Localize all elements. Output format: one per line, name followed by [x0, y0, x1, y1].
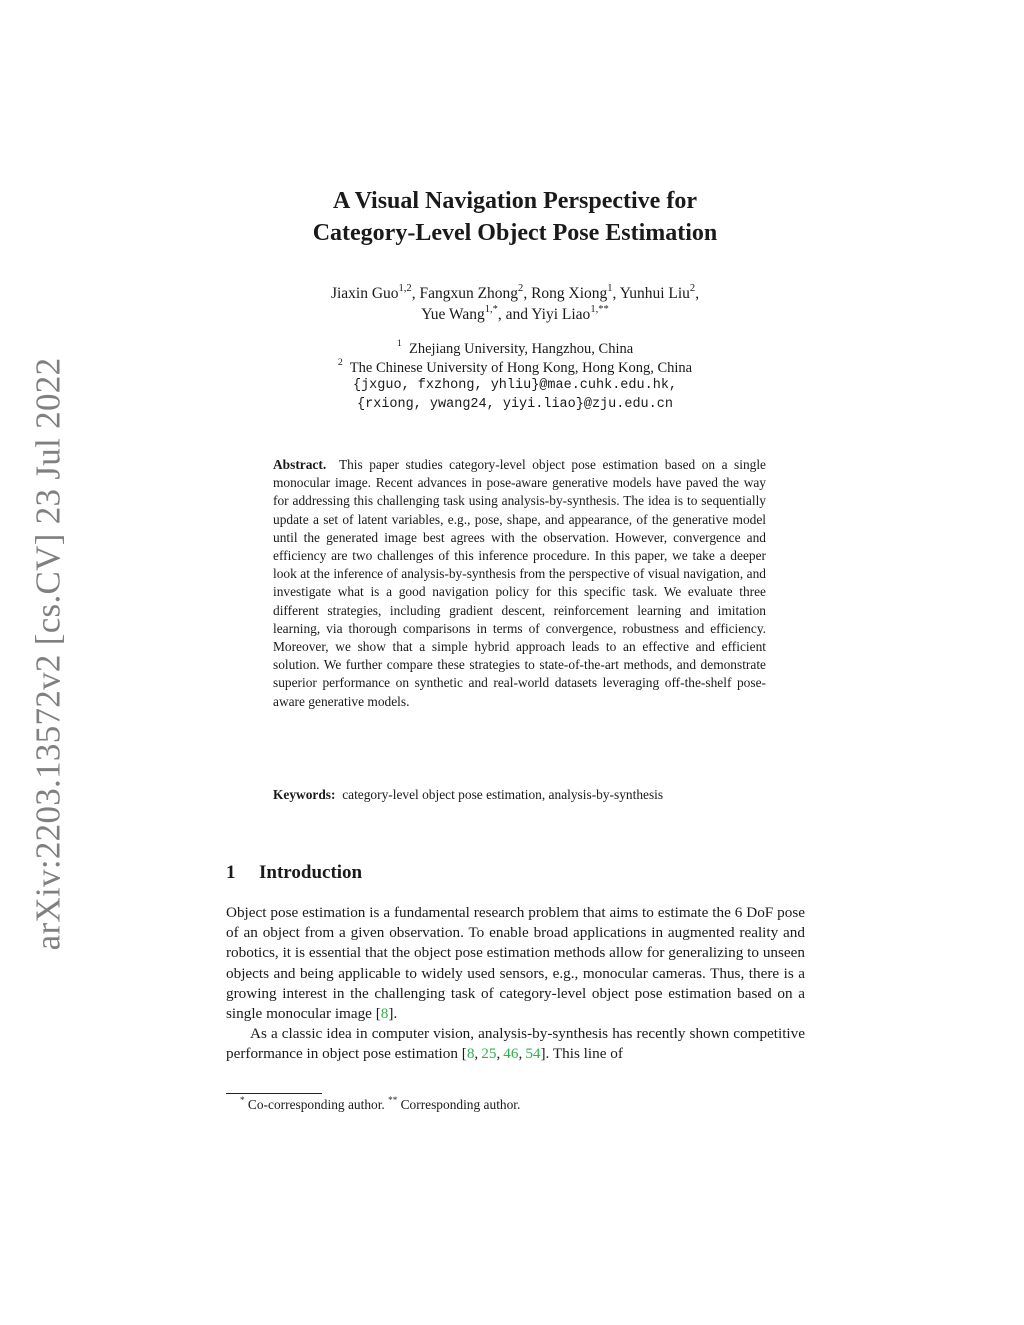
author-line-1: Jiaxin Guo$^{1,2}$, Fangxun Zhong$^2$, Rong Xiong$^1$, Yunhui Liu$^2$, [330, 282, 700, 302]
abstract-text: This paper studies category-level object pose estimation based on a single monocular image. Recent advances in pose-aware generative models have paved the way for addressing this challenging task using analysis-by-synthesis. The idea is to sequentially update a set of latent variables, e.g., pose, shape, and appearance, of the generative model until the generated image best agrees with the observation. However, convergence and efficiency are two challenges of this inference procedure. In this paper, we take a deeper look at the inference of analysis-by-synthesis from the perspective of visual navigation, and investigate what is a good navigation policy for this specific task. We evaluate three different strategies, including gradient descent, reinforcement learning and imitation learning, via thorough comparisons in terms of convergence, robustness and efficiency. Moreover, we show that a simple hybrid approach leads to an effective and efficient solution. We further compare these strategies to state-of-the-art methods, and demonstrate superior performance on synthetic and real-world datasets leveraging off-the-shelf pose-aware generative models. [273, 457, 766, 709]
intro-paragraph-1 [226, 903, 805, 1024]
introduction-body [226, 903, 805, 1065]
author-name: Yue Wang [421, 306, 485, 323]
author-affiliation-mark: 1 [607, 282, 613, 294]
author-affiliation-mark: 2 [518, 282, 524, 294]
author-affiliation-mark: 1,** [590, 303, 609, 315]
paper-title [200, 185, 830, 249]
footnote [240, 1096, 800, 1114]
arxiv-identifier: arXiv:2203.13572v2 [cs.CV] 23 Jul 2022 [28, 357, 67, 951]
author-list [200, 283, 830, 325]
footnote-mark: * [240, 1094, 245, 1105]
author-separator: and [505, 306, 529, 323]
affiliation-text: The Chinese University of Hong Kong, Hong Kong, China [349, 359, 693, 376]
abstract [273, 456, 766, 711]
paragraph-text: Object pose estimation is a fundamental research problem that aims to estimate the 6 DoF pose of an object from a given observation. To enable broad applications in augmented reality and robotics, it is essential that the object pose estimation methods allow for generalizing to unseen objects and being applicable to widely used sensors, e.g., monocular cameras. Thus, there is a growing interest in the challenging task of category-level object pose estimation based on a single monocular image [ [226, 904, 805, 1023]
keywords [273, 786, 793, 804]
author-name: Yiyi Liao [531, 306, 591, 323]
affiliation-1 [200, 340, 830, 359]
author-affiliation-mark: 1,2 [398, 282, 412, 294]
title-line-2: Category-Level Object Pose Estimation [312, 220, 718, 246]
affiliation-number: 2 [337, 356, 343, 368]
paragraph-text: ]. [388, 1005, 398, 1023]
title-line-1: A Visual Navigation Perspective for [333, 188, 697, 214]
author-name: Jiaxin Guo [330, 285, 399, 302]
affiliation-2 [200, 356, 830, 378]
abstract-label: Abstract. [273, 457, 327, 472]
citation-link[interactable]: 8 [380, 1005, 389, 1023]
keywords-text: category-level object pose estimation, analysis-by-synthesis [342, 787, 664, 802]
section-title: Introduction [259, 862, 363, 883]
author-affiliation-mark: 2 [689, 282, 696, 294]
footnote-mark: ** [388, 1094, 398, 1105]
email-line-2: {rxiong, ywang24, yiyi.liao}@zju.edu.cn [357, 396, 673, 412]
affiliation-text: Zhejiang University, Hangzhou, China [409, 341, 634, 357]
footnote-rule [226, 1093, 322, 1094]
author-name: Fangxun Zhong [419, 285, 519, 302]
author-affiliation-mark: 1,* [484, 303, 498, 315]
arxiv-stamp [28, 357, 68, 951]
footnote-text: Co-corresponding author. [247, 1097, 385, 1112]
paragraph-text: As a classic idea in computer vision, analysis-by-synthesis has recently shown competitive performance in object pose estimation [ [226, 1025, 805, 1063]
intro-paragraph-2: As a classic idea in computer vision, analysis-by-synthesis has recently shown competitive performance in object pose estimation [8, 25, 46, 54]. This line of [226, 1025, 805, 1063]
citation-link[interactable]: 25 [481, 1045, 497, 1063]
paragraph-text: ]. This line of [540, 1045, 623, 1063]
footnote-text: Corresponding author. [400, 1097, 521, 1112]
section-number: 1 [226, 862, 236, 883]
affiliation-number: 1 [396, 338, 402, 350]
abstract-paragraph [273, 456, 766, 711]
keywords-label: Keywords: [273, 787, 336, 802]
citation-link[interactable]: 8 [466, 1045, 475, 1063]
citation-link[interactable]: 54 [525, 1045, 541, 1063]
author-line-2: Yue Wang$^{1,*}$, and Yiyi Liao$^{1,**}$ [421, 303, 609, 323]
email-line-1: {jxguo, fxzhong, yhliu}@mae.cuhk.edu.hk, [352, 378, 678, 393]
author-name: Yunhui Liu [619, 285, 690, 302]
citation-link[interactable]: 46 [503, 1045, 519, 1063]
affiliation-block [200, 340, 830, 414]
section-heading [226, 862, 626, 884]
author-name: Rong Xiong [531, 285, 608, 302]
